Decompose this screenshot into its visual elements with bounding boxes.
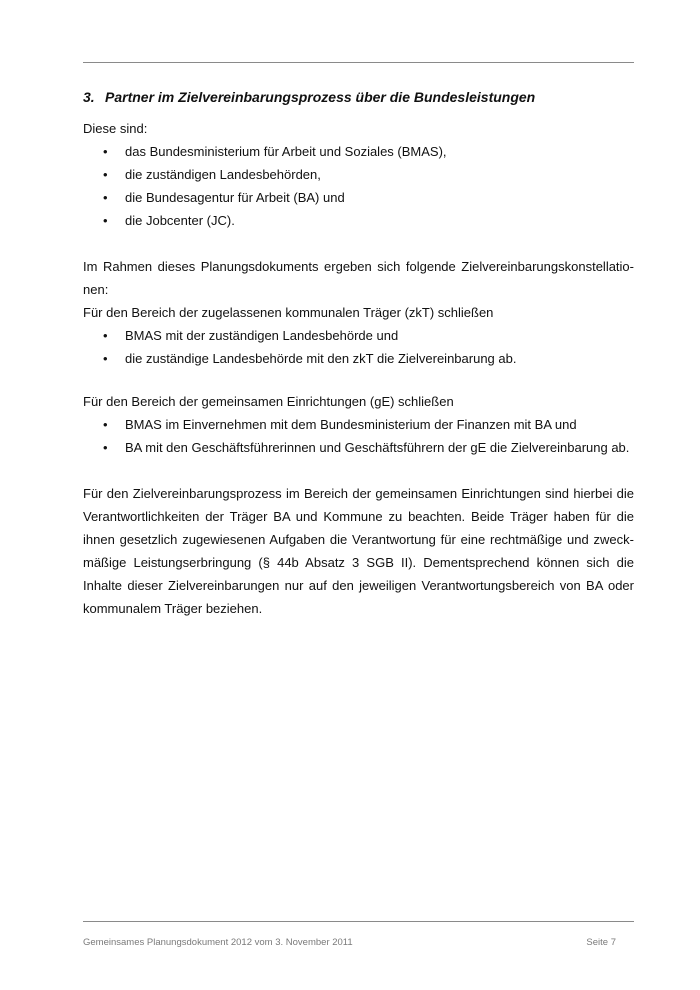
list-item: • BA mit den Geschäftsführerinnen und Geschäftsführern der gE die Zielvereinbarung ab. xyxy=(83,436,634,459)
section-title: Partner im Zielvereinbarungsprozess über die Bundesleistungen xyxy=(105,89,536,105)
ge-intro: Für den Bereich der gemeinsamen Einrichtungen (gE) schließen xyxy=(83,394,454,409)
footer-rule xyxy=(83,921,634,922)
bullet-icon: • xyxy=(103,190,108,205)
ge-list xyxy=(83,413,634,459)
partners-intro: Diese sind: xyxy=(83,121,148,136)
page-number: Seite 7 xyxy=(586,937,616,948)
list-item: • BMAS im Einvernehmen mit dem Bundesministerium der Finanzen mit BA und xyxy=(83,413,634,436)
page-content xyxy=(83,86,634,620)
bullet-icon: • xyxy=(103,351,108,366)
closing-paragraph: Für den Zielvereinbarungsprozess im Bereich der gemeinsamen Einrichtungen sind hierbei die Verantwortlichkeiten der Träger BA und Kommune zu beachten. Beide Träger haben für die ihnen gesetzlich zugewiesenen Aufgaben die Verantwortung für eine rechtmäßige und zweck-mäßige Leistungserbringung (§ 44b Absatz 3 SGB II). Dementsprechend können sich die Inhalte dieser Zielvereinbarungen nur auf den jeweiligen Verantwortungsbereich von BA oder kommunalem Träger beziehen. xyxy=(83,486,634,616)
bullet-icon: • xyxy=(103,417,108,432)
section-heading xyxy=(83,86,634,108)
bullet-icon: • xyxy=(103,440,108,455)
list-item: • die Bundesagentur für Arbeit (BA) und xyxy=(83,186,634,209)
partners-list xyxy=(83,140,634,232)
list-item: • das Bundesministerium für Arbeit und Soziales (BMAS), xyxy=(83,140,634,163)
bullet-icon: • xyxy=(103,167,108,182)
section-number: 3. xyxy=(83,89,95,105)
bullet-icon: • xyxy=(103,328,108,343)
footer-document-title: Gemeinsames Planungsdokument 2012 vom 3. November 2011 xyxy=(83,937,353,948)
zkt-list xyxy=(83,324,634,370)
list-item: • BMAS mit der zuständigen Landesbehörde und xyxy=(83,324,634,347)
bullet-icon: • xyxy=(103,144,108,159)
header-rule xyxy=(83,62,634,63)
list-item: • die Jobcenter (JC). xyxy=(83,209,634,232)
list-item: • die zuständige Landesbehörde mit den zkT die Zielvereinbarung ab. xyxy=(83,347,634,370)
bullet-icon: • xyxy=(103,213,108,228)
list-item: • die zuständigen Landesbehörden, xyxy=(83,163,634,186)
constellations-intro: Im Rahmen dieses Planungsdokuments ergeben sich folgende Zielvereinbarungskonstellatio-nen: xyxy=(83,259,634,297)
zkt-intro: Für den Bereich der zugelassenen kommunalen Träger (zkT) schließen xyxy=(83,305,494,320)
